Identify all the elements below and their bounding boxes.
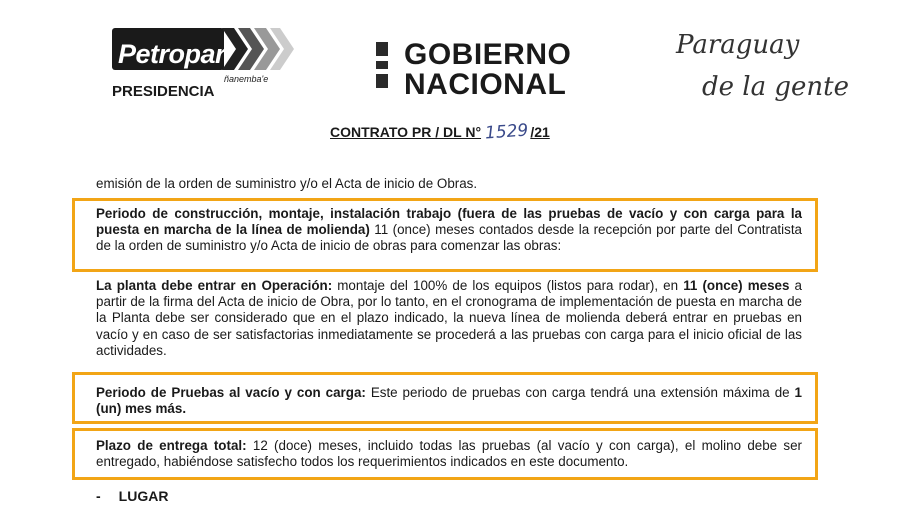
paragraph-text: a partir de la firma del Acta de inicio de Obra, por lo tanto, en el cronograma de implementación de puesta en marcha de la Planta debe ser considerado que en el plazo indicado, la nueva línea de molienda deberá entrar en pruebas en vacío y en caso de ser satisfactorias inmediatamente se procederá a las pruebas con carga para el inicio oficial de las actividades. [96, 278, 802, 358]
gobierno-squares-icon [376, 42, 388, 96]
slogan-line1: Paraguay [676, 30, 800, 60]
contract-number-handwritten: 1529 [484, 120, 529, 144]
contract-title [330, 122, 550, 142]
paragraph-text: Este periodo de pruebas con carga tendrá una extensión máxima de [365, 385, 795, 400]
paragraph-bold-value: 11 (once) meses [683, 278, 790, 293]
paragraph-periodo-pruebas [96, 385, 802, 417]
chevron-arrows-icon [222, 28, 296, 70]
paragraph-bold-value: 1 (un) mes más. [96, 385, 802, 417]
paragraph-bold-heading: La planta debe entrar en Operación: [96, 278, 333, 293]
petropar-logo [112, 22, 302, 88]
gobierno-title-line2: NACIONAL [404, 68, 567, 101]
paragraph-planta-operacion [96, 278, 802, 359]
presidencia-label: PRESIDENCIA [112, 83, 215, 100]
paragraph-periodo-construccion [96, 206, 802, 255]
petropar-name: Petropar [118, 39, 226, 69]
paragraph-text: montaje del 100% de los equipos (listos para rodar), en [332, 278, 684, 293]
paragraph-plazo-entrega [96, 438, 802, 470]
paragraph-text: 11 (once) meses contados desde la recepción por parte del Contratista de la orden de suministro y/o Acta de inicio de obras para comenzar las obras: [96, 222, 802, 254]
petropar-logo-box [112, 28, 224, 70]
paragraph-bold-heading: Plazo de entrega total: [96, 438, 247, 453]
paragraph-text: emisión de la orden de suministro y/o el Acta de inicio de Obras. [96, 176, 478, 191]
lugar-heading: LUGAR [118, 488, 169, 504]
contract-suffix: /21 [530, 124, 550, 140]
paragraph-emision [96, 176, 802, 192]
section-lugar [96, 488, 168, 504]
lugar-dash: - [96, 488, 101, 504]
petropar-subtitle: ñanemba'e [224, 74, 269, 84]
paragraph-text: 12 (doce) meses, incluido todas las pruebas (al vacío y con carga), el molino debe ser entregado, habiéndose satisfecho todos los requerimientos indicados en este documento. [96, 438, 803, 470]
slogan-line2: de la gente [702, 72, 849, 102]
gobierno-title-line1: GOBIERNO [404, 38, 572, 71]
paragraph-bold-heading: Periodo de construcción, montaje, instalación trabajo (fuera de las pruebas de vacío y con carga para la puesta en marcha de la línea de molienda) [96, 206, 802, 238]
paragraph-bold-heading: Periodo de Pruebas al vacío y con carga: [96, 385, 366, 400]
contract-prefix: CONTRATO PR / DL N° [330, 124, 482, 140]
